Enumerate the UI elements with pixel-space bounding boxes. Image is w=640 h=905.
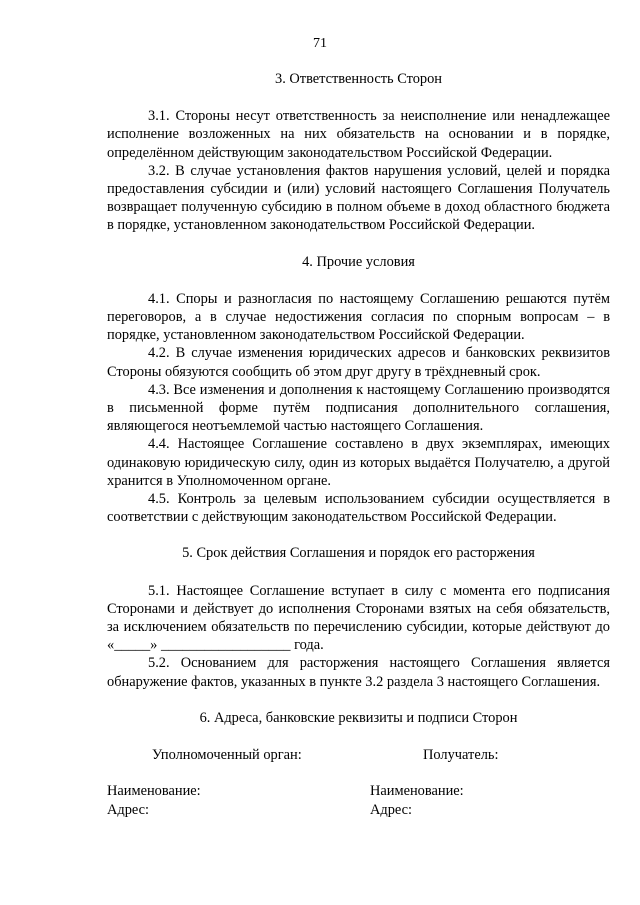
paragraph: 4.4. Настоящее Соглашение составлено в двух экземплярах, имеющих одинаковую юридическую силу, один из которых выдаётся Получателю, а другой хранится в Уполномоченном органе. (107, 436, 610, 489)
authority-title: Уполномоченный орган: (152, 747, 302, 764)
recipient-name-label: Наименование: (370, 783, 464, 800)
paragraph: 4.5. Контроль за целевым использованием субсидии осуществляется в соответствии с действующим законодательством Российской Федерации. (107, 491, 610, 526)
signature-titles-row (107, 746, 610, 764)
signature-fields-row (107, 782, 610, 818)
document-body (107, 70, 610, 819)
section-4 (107, 253, 610, 527)
paragraph: 5.1. Настоящее Соглашение вступает в силу с момента его подписания Сторонами и действует до исполнения Сторонами взятых на себя обязательств, за исключением обязательств по перечислению субсидии, которые действуют до «_____» __________________ года. (107, 582, 610, 654)
section-5 (107, 544, 610, 690)
paragraph: 3.1. Стороны несут ответственность за неисполнение или ненадлежащее исполнение возложенных на них обязательств на основании и в порядке, определённом действующим законодательством Российской Федерации. (107, 108, 610, 161)
paragraph: 4.3. Все изменения и дополнения к настоящему Соглашению производятся в письменной форме путём подписания дополнительного соглашения, являющегося неотъемлемой частью настоящего Соглашения. (107, 381, 610, 435)
paragraph: 3.2. В случае установления фактов нарушения условий, целей и порядка предоставления субсидии и (или) условий настоящего Соглашения Получатель возвращает полученную субсидию в полном объеме в доход областного бюджета в порядке, установленном законодательством Российской Федерации. (107, 162, 610, 234)
section-6 (107, 709, 610, 819)
section-heading: 6. Адреса, банковские реквизиты и подписи Сторон (199, 709, 518, 726)
section-heading: 3. Ответственность Сторон (275, 71, 442, 87)
paragraph: 4.1. Споры и разногласия по настоящему Соглашению решаются путём переговоров, а в случае недостижения согласия по спорным вопросам – в порядке, установленном законодательством Российской Федерации. (107, 290, 610, 344)
recipient-title: Получатель: (423, 747, 499, 764)
paragraph: 5.2. Основанием для расторжения настоящего Соглашения является обнаружение фактов, указанных в пункте 3.2 раздела 3 настоящего Соглашения. (107, 655, 610, 690)
paragraph: 4.2. В случае изменения юридических адресов и банковских реквизитов Стороны обязуются сообщить об этом друг другу в трёхдневный срок. (107, 345, 610, 380)
authority-name-label: Наименование: (107, 783, 201, 800)
page-number: 71 (313, 36, 327, 51)
section-heading: 5. Срок действия Соглашения и порядок его расторжения (182, 545, 535, 562)
recipient-address-label: Адрес: (370, 801, 413, 818)
recipient-fields (350, 782, 610, 818)
authority-address-label: Адрес: (107, 801, 150, 818)
authority-fields (107, 782, 347, 818)
section-heading: 4. Прочие условия (302, 253, 415, 270)
section-3 (107, 70, 610, 235)
